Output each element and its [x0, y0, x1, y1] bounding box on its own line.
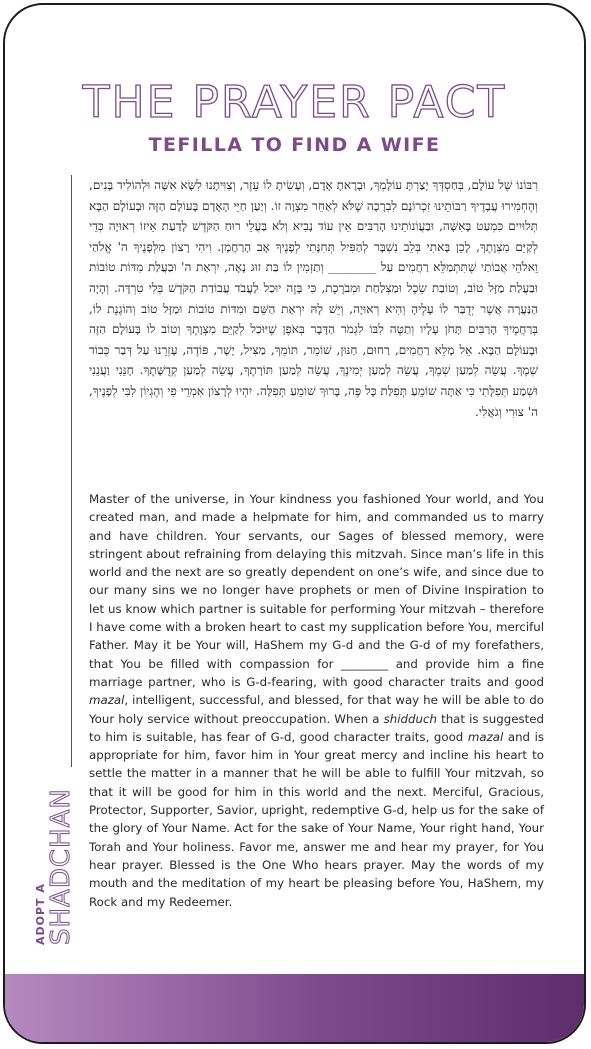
footer-gradient-band — [5, 974, 584, 1042]
english-text-part: Master of the universe, in Your kindness you fashioned Your world, and You created man, and made a helpmate for him, and commanded us to marry and have children. Your servants, our Sages of blessed memory, were stringent about refraining from delaying this mitzvah. Since man’s life in this world and the next are so greatly dependent on one’s wife, and since due to our many sins we no longer have prophets or men of Divine Inspiration to let us know which partner is suitable for performing Your mitzvah – therefore I have come with a broken heart to cast my supplication before You, merciful Father. May it be Your will, HaShem my G-d and the G-d of my forefathers, that You be filled with compassion for ________ and provide him a fine marriage partner, who is G-d-fearing, with good character traits and good — [89, 492, 544, 689]
side-divider — [71, 175, 72, 767]
italic-term: mazal — [89, 693, 125, 708]
english-text-part: , intelligent, successful, and blessed, for that way he will be able to do Your holy service without preoccupation. When a — [89, 693, 544, 726]
italic-term: mazal — [467, 729, 504, 744]
brand-shadchan-label: SHADCHAN — [46, 788, 76, 945]
page-subtitle: TEFILLA TO FIND A WIFE — [148, 134, 441, 156]
english-text-part: and is appropriate for him, favor him in Your great mercy and incline his heart to settle the matter in a manner that he will be able to fulfill Your mitzvah, so that it will be good for him in this world and the next. Merciful, Gracious, Protector, Supporter, Savior, upright, redemptive G-d, help us for the sake of the glory of Your Name. Act for the sake of Your Name, Your right hand, Your Torah and Your holiness. Favor me, answer me and hear my prayer, for You hear prayer. Blessed is the One Who hears prayer. May the words of my mouth and the meditation of my heart be pleasing before You, HaShem, my Rock and my Redeemer. — [89, 729, 545, 909]
adopt-a-shadchan-logo — [32, 775, 82, 945]
english-prayer-text — [89, 490, 544, 911]
brand-adopt-label: ADOPT A — [34, 883, 47, 945]
english-text-part: that is suggested to him is suitable, has fear of G-d, good character traits, good — [89, 711, 545, 744]
page-title: THE PRAYER PACT — [82, 77, 507, 128]
prayer-card — [3, 3, 586, 1044]
hebrew-prayer-text: רִבּוֹנוֹ שֶׁל עוֹלָם, בְּחַסְדְּךָ יָצַרְתָּ עוֹלָמְךָ, וּבָרָאתָ אָדָם, וְעָשִׂיתָ לוֹ עֵזֶר, וְצִוִּיתָנוּ לִשָּׂא אִשָּׁה וּלְהוֹלִיד בָּנִים, וְהֶחְמִירוּ עֲבָדֶיךָ רַבּוֹתֵינוּ זִכְרוֹנָם לִבְרָכָה שֶׁלֹּא לְאַחֵר מִצְוָה זוֹ. וְיַעַן חַיֵּי הָאָדָם בָּעוֹלָם הַזֶּה וּבָעוֹלָם הַבָּא תְּלוּיִים כִּמְעַט בָּאִשָּׁה, וּבַעֲוֹנוֹתֵינוּ הָרַבִּים אֵין עוֹד נָבִיא וְלֹא בַּעֲלֵי רוּחַ הַקֹּדֶשׁ לָדַעַת אֵיזוֹ רְאוּיָה כְּדֵי לְקַיֵּם מִצְוָתֶךָ, לָכֵן בָּאתִי בְּלֵב נִשְׁבָּר לְהַפִּיל תְּחִנָּתִי לְפָנֶיךָ אָב הָרַחֲמָן. וִיהִי רָצוֹן מִלְּפָנֶיךָ ה' אֱלֹהַי וֵאלֹהֵי אֲבוֹתַי שֶׁתִּתְמַלֵּא רַחֲמִים עַל ________ וְתַזְמִין לוֹ בַּת זוּג נָאָה, יִרְאַת ה' וּבַעֲלַת מִדּוֹת טוֹבוֹת וּבַעֲלַת מַזָּל טוֹב, וְטוֹבַת שֵׂכֶל וּמַצְלַחַת וּמְבֹרֶכֶת, כִּי בָּזֶה יוּכַל לַעֲבֹד עֲבוֹדַת הַקֹּדֶשׁ בְּלִי טִרְדָּה. וְהָיָה הַנַּעֲרָה אֲשֶׁר יְדֻבַּר לוֹ עָלֶיהָ וְהִיא רְאוּיָה, וְיֵשׁ לָהּ יִרְאַת הַשֵּׁם וּמִדּוֹת טוֹבוֹת וּמַזָּל טוֹב וְהוֹגֶנֶת לוֹ, בְּרַחֲמֶיךָ הָרַבִּים תָּחֹן עָלָיו וְתַטֶּה לִבּוֹ לִגְמֹר הַדָּבָר בְּאֹפֶן שֶׁיּוּכַל לְקַיֵּם מִצְוָתֶךָ וְטוֹב לוֹ בָּעוֹלָם הַזֶּה וּבָעוֹלָם הַבָּא. אֵל מָלֵא רַחֲמִים, רַחוּם, חַנּוּן, שׁוֹמֵר, תּוֹמֵךְ, מַצִּיל, יָשָׁר, פּוֹדֶה, עָזְרֵנוּ עַל דְּבַר כְּבוֹד שְׁמֶךָ. עֲשֵׂה לְמַעַן שְׁמֶךָ, עֲשֵׂה לְמַעַן יְמִינֶךָ, עֲשֵׂה לְמַעַן תּוֹרָתֶךָ, עֲשֵׂה לְמַעַן קְדֻשָּׁתֶךָ. חָנֵּנִי וַעֲנֵנִי וּשְׁמַע תְּפִלָּתִי כִּי אַתָּה שׁוֹמֵעַ תְּפִלַּת כָּל פֶּה, בָּרוּךְ שׁוֹמֵעַ תְּפִלָּה. יִהְיוּ לְרָצוֹן אִמְרֵי פִי וְהֶגְיוֹן לִבִּי לְפָנֶיךָ, ה' צוּרִי וְגֹאֲלִי. — [89, 178, 538, 419]
italic-term: shidduch — [383, 711, 437, 726]
